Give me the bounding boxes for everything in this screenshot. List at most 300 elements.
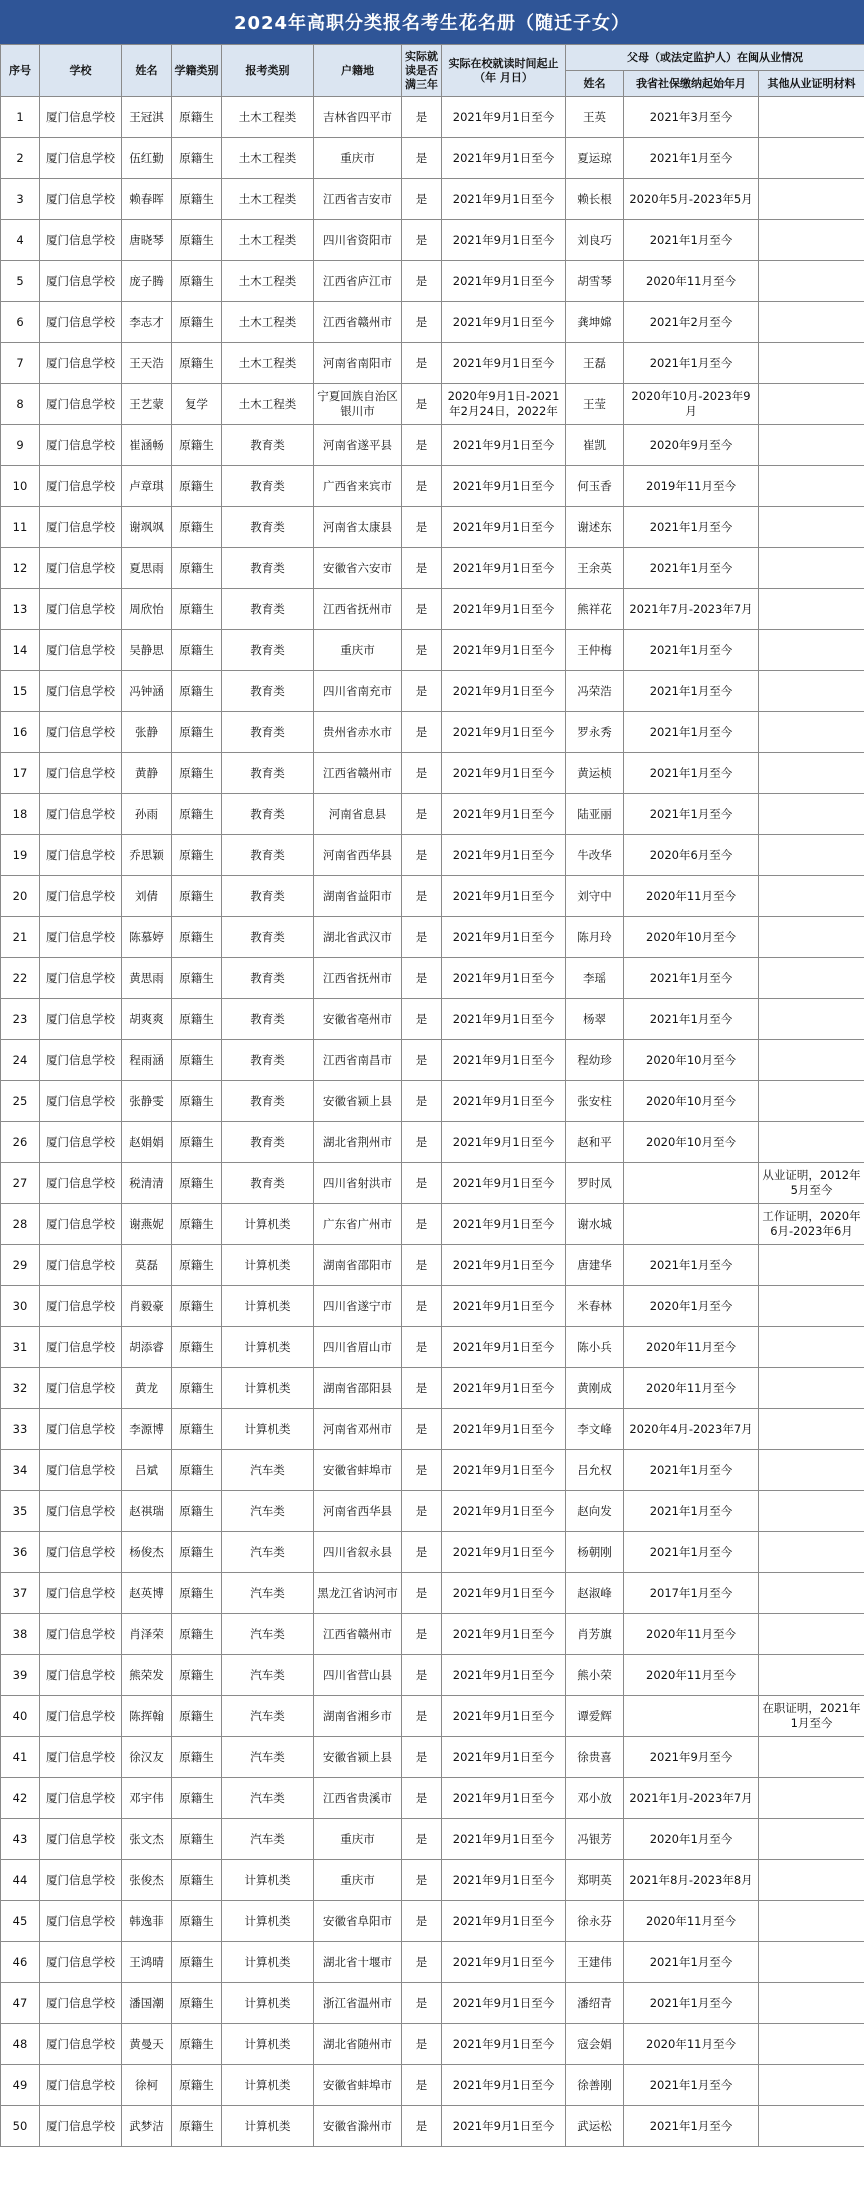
cell-study-time: 2021年9月1日至今 <box>442 1450 566 1491</box>
cell-name: 胡添睿 <box>122 1327 172 1368</box>
table-row <box>1 343 864 384</box>
cell-other-proof <box>759 712 864 753</box>
cell-enroll-type: 原籍生 <box>172 302 222 343</box>
cell-social-security: 2020年1月至今 <box>624 1819 759 1860</box>
cell-enroll-type: 原籍生 <box>172 712 222 753</box>
cell-seq: 4 <box>1 220 40 261</box>
cell-apply-type: 土木工程类 <box>222 384 314 425</box>
cell-hukou: 吉林省四平市 <box>314 97 402 138</box>
cell-hukou: 河南省邓州市 <box>314 1409 402 1450</box>
cell-parent-name: 谢述东 <box>566 507 624 548</box>
cell-three-years: 是 <box>402 999 442 1040</box>
table-row <box>1 1614 864 1655</box>
cell-parent-name: 邓小放 <box>566 1778 624 1819</box>
cell-enroll-type: 原籍生 <box>172 1204 222 1245</box>
table-row <box>1 1245 864 1286</box>
cell-three-years: 是 <box>402 794 442 835</box>
cell-hukou: 安徽省颍上县 <box>314 1081 402 1122</box>
cell-social-security: 2021年1月至今 <box>624 343 759 384</box>
cell-apply-type: 计算机类 <box>222 1860 314 1901</box>
cell-hukou: 江西省赣州市 <box>314 753 402 794</box>
cell-three-years: 是 <box>402 1450 442 1491</box>
cell-school: 厦门信息学校 <box>40 1819 122 1860</box>
cell-social-security: 2021年1月至今 <box>624 712 759 753</box>
cell-other-proof <box>759 835 864 876</box>
table-row <box>1 1737 864 1778</box>
cell-seq: 24 <box>1 1040 40 1081</box>
table-row <box>1 1327 864 1368</box>
cell-name: 赖春晖 <box>122 179 172 220</box>
cell-seq: 2 <box>1 138 40 179</box>
cell-school: 厦门信息学校 <box>40 1655 122 1696</box>
cell-study-time: 2021年9月1日至今 <box>442 589 566 630</box>
cell-name: 张文杰 <box>122 1819 172 1860</box>
cell-seq: 39 <box>1 1655 40 1696</box>
cell-social-security <box>624 1696 759 1737</box>
cell-hukou: 重庆市 <box>314 1819 402 1860</box>
table-row <box>1 1450 864 1491</box>
cell-study-time: 2021年9月1日至今 <box>442 712 566 753</box>
cell-school: 厦门信息学校 <box>40 1368 122 1409</box>
cell-name: 王艺蒙 <box>122 384 172 425</box>
cell-school: 厦门信息学校 <box>40 1901 122 1942</box>
cell-school: 厦门信息学校 <box>40 1983 122 2024</box>
cell-study-time: 2021年9月1日至今 <box>442 97 566 138</box>
cell-hukou: 湖南省益阳市 <box>314 876 402 917</box>
table-row <box>1 1983 864 2024</box>
cell-apply-type: 计算机类 <box>222 2065 314 2106</box>
cell-school: 厦门信息学校 <box>40 1491 122 1532</box>
cell-school: 厦门信息学校 <box>40 1286 122 1327</box>
cell-seq: 38 <box>1 1614 40 1655</box>
cell-school: 厦门信息学校 <box>40 1860 122 1901</box>
cell-three-years: 是 <box>402 712 442 753</box>
cell-three-years: 是 <box>402 958 442 999</box>
cell-other-proof <box>759 548 864 589</box>
cell-apply-type: 汽车类 <box>222 1819 314 1860</box>
cell-enroll-type: 复学 <box>172 384 222 425</box>
table-row <box>1 712 864 753</box>
cell-study-time: 2021年9月1日至今 <box>442 835 566 876</box>
cell-enroll-type: 原籍生 <box>172 794 222 835</box>
cell-hukou: 安徽省阜阳市 <box>314 1901 402 1942</box>
cell-enroll-type: 原籍生 <box>172 753 222 794</box>
cell-three-years: 是 <box>402 1491 442 1532</box>
cell-school: 厦门信息学校 <box>40 2024 122 2065</box>
header-seq: 序号 <box>1 45 40 97</box>
cell-study-time: 2021年9月1日至今 <box>442 1983 566 2024</box>
table-row <box>1 1081 864 1122</box>
header-name: 姓名 <box>122 45 172 97</box>
cell-three-years: 是 <box>402 425 442 466</box>
cell-school: 厦门信息学校 <box>40 2106 122 2147</box>
cell-study-time: 2021年9月1日至今 <box>442 2024 566 2065</box>
cell-hukou: 河南省南阳市 <box>314 343 402 384</box>
cell-seq: 40 <box>1 1696 40 1737</box>
cell-parent-name: 王余英 <box>566 548 624 589</box>
cell-study-time: 2021年9月1日至今 <box>442 753 566 794</box>
cell-school: 厦门信息学校 <box>40 1450 122 1491</box>
table-row <box>1 302 864 343</box>
cell-seq: 19 <box>1 835 40 876</box>
cell-seq: 49 <box>1 2065 40 2106</box>
cell-parent-name: 武运松 <box>566 2106 624 2147</box>
cell-enroll-type: 原籍生 <box>172 1737 222 1778</box>
cell-study-time: 2021年9月1日至今 <box>442 1204 566 1245</box>
cell-social-security: 2021年1月至今 <box>624 671 759 712</box>
cell-hukou: 四川省眉山市 <box>314 1327 402 1368</box>
cell-parent-name: 陈月玲 <box>566 917 624 958</box>
cell-school: 厦门信息学校 <box>40 2065 122 2106</box>
table-row <box>1 1532 864 1573</box>
cell-school: 厦门信息学校 <box>40 425 122 466</box>
cell-hukou: 安徽省亳州市 <box>314 999 402 1040</box>
cell-hukou: 湖北省荆州市 <box>314 1122 402 1163</box>
cell-social-security: 2021年1月至今 <box>624 2106 759 2147</box>
cell-three-years: 是 <box>402 220 442 261</box>
cell-apply-type: 教育类 <box>222 876 314 917</box>
cell-social-security: 2020年11月至今 <box>624 1614 759 1655</box>
cell-enroll-type: 原籍生 <box>172 1286 222 1327</box>
cell-hukou: 江西省南昌市 <box>314 1040 402 1081</box>
cell-seq: 18 <box>1 794 40 835</box>
cell-school: 厦门信息学校 <box>40 138 122 179</box>
cell-study-time: 2021年9月1日至今 <box>442 1860 566 1901</box>
cell-apply-type: 土木工程类 <box>222 302 314 343</box>
cell-name: 张俊杰 <box>122 1860 172 1901</box>
cell-other-proof <box>759 1286 864 1327</box>
cell-social-security: 2020年6月至今 <box>624 835 759 876</box>
cell-hukou: 重庆市 <box>314 138 402 179</box>
cell-seq: 8 <box>1 384 40 425</box>
cell-three-years: 是 <box>402 2065 442 2106</box>
cell-apply-type: 计算机类 <box>222 1286 314 1327</box>
cell-school: 厦门信息学校 <box>40 384 122 425</box>
cell-other-proof <box>759 97 864 138</box>
cell-social-security: 2021年1月至今 <box>624 220 759 261</box>
cell-three-years: 是 <box>402 1368 442 1409</box>
cell-apply-type: 教育类 <box>222 712 314 753</box>
cell-school: 厦门信息学校 <box>40 1737 122 1778</box>
cell-enroll-type: 原籍生 <box>172 97 222 138</box>
cell-other-proof <box>759 425 864 466</box>
cell-social-security: 2021年1月至今 <box>624 999 759 1040</box>
cell-school: 厦门信息学校 <box>40 1163 122 1204</box>
cell-school: 厦门信息学校 <box>40 999 122 1040</box>
cell-other-proof <box>759 179 864 220</box>
cell-social-security: 2021年2月至今 <box>624 302 759 343</box>
cell-other-proof <box>759 1901 864 1942</box>
cell-study-time: 2021年9月1日至今 <box>442 1819 566 1860</box>
table-row <box>1 1286 864 1327</box>
cell-seq: 31 <box>1 1327 40 1368</box>
cell-social-security: 2020年10月至今 <box>624 1122 759 1163</box>
cell-apply-type: 计算机类 <box>222 1245 314 1286</box>
cell-name: 陈挥翰 <box>122 1696 172 1737</box>
cell-name: 潘国潮 <box>122 1983 172 2024</box>
table-row <box>1 1778 864 1819</box>
cell-enroll-type: 原籍生 <box>172 1532 222 1573</box>
cell-name: 胡爽爽 <box>122 999 172 1040</box>
cell-name: 武梦洁 <box>122 2106 172 2147</box>
cell-parent-name: 张安柱 <box>566 1081 624 1122</box>
cell-three-years: 是 <box>402 261 442 302</box>
table-row <box>1 548 864 589</box>
cell-hukou: 安徽省颍上县 <box>314 1737 402 1778</box>
cell-study-time: 2021年9月1日至今 <box>442 466 566 507</box>
cell-seq: 21 <box>1 917 40 958</box>
cell-hukou: 广东省广州市 <box>314 1204 402 1245</box>
cell-apply-type: 计算机类 <box>222 1368 314 1409</box>
cell-study-time: 2020年9月1日-2021年2月24日，2022年 <box>442 384 566 425</box>
cell-apply-type: 汽车类 <box>222 1491 314 1532</box>
cell-other-proof <box>759 1778 864 1819</box>
cell-study-time: 2021年9月1日至今 <box>442 1327 566 1368</box>
header-hukou: 户籍地 <box>314 45 402 97</box>
cell-school: 厦门信息学校 <box>40 548 122 589</box>
table-row <box>1 958 864 999</box>
cell-social-security: 2021年3月至今 <box>624 97 759 138</box>
cell-hukou: 湖南省邵阳市 <box>314 1245 402 1286</box>
cell-name: 徐汉友 <box>122 1737 172 1778</box>
cell-school: 厦门信息学校 <box>40 712 122 753</box>
cell-other-proof <box>759 1245 864 1286</box>
cell-hukou: 江西省吉安市 <box>314 179 402 220</box>
cell-other-proof <box>759 589 864 630</box>
cell-three-years: 是 <box>402 630 442 671</box>
cell-enroll-type: 原籍生 <box>172 999 222 1040</box>
cell-enroll-type: 原籍生 <box>172 1778 222 1819</box>
cell-parent-name: 王建伟 <box>566 1942 624 1983</box>
cell-social-security: 2021年1月至今 <box>624 958 759 999</box>
cell-apply-type: 教育类 <box>222 835 314 876</box>
cell-study-time: 2021年9月1日至今 <box>442 2106 566 2147</box>
cell-three-years: 是 <box>402 1245 442 1286</box>
cell-name: 李源博 <box>122 1409 172 1450</box>
cell-hukou: 湖南省湘乡市 <box>314 1696 402 1737</box>
cell-social-security: 2021年9月至今 <box>624 1737 759 1778</box>
cell-three-years: 是 <box>402 343 442 384</box>
cell-social-security: 2021年7月-2023年7月 <box>624 589 759 630</box>
cell-social-security: 2021年1月至今 <box>624 1245 759 1286</box>
cell-study-time: 2021年9月1日至今 <box>442 1614 566 1655</box>
cell-three-years: 是 <box>402 507 442 548</box>
cell-seq: 17 <box>1 753 40 794</box>
cell-social-security: 2020年11月至今 <box>624 2024 759 2065</box>
header-school: 学校 <box>40 45 122 97</box>
cell-enroll-type: 原籍生 <box>172 466 222 507</box>
cell-school: 厦门信息学校 <box>40 876 122 917</box>
cell-name: 张静雯 <box>122 1081 172 1122</box>
cell-three-years: 是 <box>402 1983 442 2024</box>
cell-study-time: 2021年9月1日至今 <box>442 630 566 671</box>
cell-parent-name: 牛改华 <box>566 835 624 876</box>
cell-social-security: 2021年1月至今 <box>624 630 759 671</box>
cell-parent-name: 罗永秀 <box>566 712 624 753</box>
cell-hukou: 四川省射洪市 <box>314 1163 402 1204</box>
cell-study-time: 2021年9月1日至今 <box>442 1573 566 1614</box>
cell-enroll-type: 原籍生 <box>172 1163 222 1204</box>
cell-study-time: 2021年9月1日至今 <box>442 958 566 999</box>
cell-three-years: 是 <box>402 2106 442 2147</box>
cell-apply-type: 教育类 <box>222 425 314 466</box>
cell-social-security: 2020年9月至今 <box>624 425 759 466</box>
cell-other-proof: 从业证明，2012年5月至今 <box>759 1163 864 1204</box>
table-row <box>1 794 864 835</box>
cell-name: 王鸿晴 <box>122 1942 172 1983</box>
cell-three-years: 是 <box>402 876 442 917</box>
cell-three-years: 是 <box>402 138 442 179</box>
table-row <box>1 1860 864 1901</box>
cell-enroll-type: 原籍生 <box>172 1696 222 1737</box>
cell-enroll-type: 原籍生 <box>172 1245 222 1286</box>
cell-seq: 29 <box>1 1245 40 1286</box>
cell-other-proof <box>759 999 864 1040</box>
cell-seq: 1 <box>1 97 40 138</box>
cell-school: 厦门信息学校 <box>40 835 122 876</box>
cell-enroll-type: 原籍生 <box>172 671 222 712</box>
cell-parent-name: 米春林 <box>566 1286 624 1327</box>
cell-three-years: 是 <box>402 1819 442 1860</box>
cell-name: 崔涵畅 <box>122 425 172 466</box>
table-row <box>1 671 864 712</box>
cell-other-proof <box>759 138 864 179</box>
cell-study-time: 2021年9月1日至今 <box>442 1696 566 1737</box>
cell-social-security: 2020年11月至今 <box>624 1901 759 1942</box>
cell-study-time: 2021年9月1日至今 <box>442 548 566 589</box>
cell-apply-type: 教育类 <box>222 548 314 589</box>
cell-study-time: 2021年9月1日至今 <box>442 1122 566 1163</box>
cell-study-time: 2021年9月1日至今 <box>442 794 566 835</box>
cell-enroll-type: 原籍生 <box>172 1901 222 1942</box>
header-parent-group: 父母（或法定监护人）在闽从业情况 <box>566 45 864 71</box>
cell-apply-type: 计算机类 <box>222 1942 314 1983</box>
cell-other-proof <box>759 1655 864 1696</box>
cell-apply-type: 教育类 <box>222 1081 314 1122</box>
cell-name: 吴静思 <box>122 630 172 671</box>
cell-other-proof <box>759 1327 864 1368</box>
cell-school: 厦门信息学校 <box>40 302 122 343</box>
cell-school: 厦门信息学校 <box>40 1081 122 1122</box>
cell-social-security: 2021年1月至今 <box>624 2065 759 2106</box>
cell-hukou: 河南省太康县 <box>314 507 402 548</box>
cell-other-proof <box>759 302 864 343</box>
table-row <box>1 384 864 425</box>
cell-three-years: 是 <box>402 1286 442 1327</box>
cell-enroll-type: 原籍生 <box>172 1081 222 1122</box>
cell-seq: 50 <box>1 2106 40 2147</box>
cell-three-years: 是 <box>402 1573 442 1614</box>
cell-school: 厦门信息学校 <box>40 1204 122 1245</box>
cell-other-proof <box>759 1737 864 1778</box>
cell-name: 唐晓琴 <box>122 220 172 261</box>
cell-school: 厦门信息学校 <box>40 1696 122 1737</box>
cell-enroll-type: 原籍生 <box>172 2106 222 2147</box>
cell-apply-type: 土木工程类 <box>222 220 314 261</box>
cell-name: 税清清 <box>122 1163 172 1204</box>
cell-name: 程雨涵 <box>122 1040 172 1081</box>
cell-study-time: 2021年9月1日至今 <box>442 1778 566 1819</box>
cell-school: 厦门信息学校 <box>40 1532 122 1573</box>
cell-three-years: 是 <box>402 589 442 630</box>
cell-enroll-type: 原籍生 <box>172 835 222 876</box>
cell-hukou: 广西省来宾市 <box>314 466 402 507</box>
cell-hukou: 贵州省赤水市 <box>314 712 402 753</box>
cell-hukou: 河南省西华县 <box>314 835 402 876</box>
cell-name: 庞子腾 <box>122 261 172 302</box>
cell-study-time: 2021年9月1日至今 <box>442 302 566 343</box>
cell-parent-name: 谭爱辉 <box>566 1696 624 1737</box>
table-row <box>1 261 864 302</box>
cell-seq: 34 <box>1 1450 40 1491</box>
cell-other-proof <box>759 2065 864 2106</box>
cell-hukou: 湖北省武汉市 <box>314 917 402 958</box>
cell-study-time: 2021年9月1日至今 <box>442 1040 566 1081</box>
cell-parent-name: 陈小兵 <box>566 1327 624 1368</box>
cell-social-security: 2020年10月-2023年9月 <box>624 384 759 425</box>
cell-school: 厦门信息学校 <box>40 917 122 958</box>
cell-other-proof <box>759 466 864 507</box>
cell-name: 伍红勤 <box>122 138 172 179</box>
cell-other-proof <box>759 1573 864 1614</box>
cell-seq: 48 <box>1 2024 40 2065</box>
cell-seq: 3 <box>1 179 40 220</box>
table-row <box>1 630 864 671</box>
cell-enroll-type: 原籍生 <box>172 1409 222 1450</box>
cell-name: 肖泽荣 <box>122 1614 172 1655</box>
cell-school: 厦门信息学校 <box>40 1327 122 1368</box>
cell-parent-name: 崔凯 <box>566 425 624 466</box>
cell-seq: 11 <box>1 507 40 548</box>
cell-school: 厦门信息学校 <box>40 1122 122 1163</box>
cell-social-security: 2021年1月至今 <box>624 1450 759 1491</box>
cell-seq: 37 <box>1 1573 40 1614</box>
cell-parent-name: 李瑶 <box>566 958 624 999</box>
cell-seq: 44 <box>1 1860 40 1901</box>
cell-three-years: 是 <box>402 1327 442 1368</box>
cell-hukou: 湖北省十堰市 <box>314 1942 402 1983</box>
roster-body <box>1 97 864 2147</box>
cell-social-security: 2021年1月至今 <box>624 1532 759 1573</box>
cell-school: 厦门信息学校 <box>40 794 122 835</box>
cell-hukou: 湖北省随州市 <box>314 2024 402 2065</box>
cell-other-proof <box>759 630 864 671</box>
cell-enroll-type: 原籍生 <box>172 876 222 917</box>
cell-enroll-type: 原籍生 <box>172 1327 222 1368</box>
cell-name: 乔思颖 <box>122 835 172 876</box>
table-row <box>1 2065 864 2106</box>
cell-school: 厦门信息学校 <box>40 1942 122 1983</box>
cell-parent-name: 李文峰 <box>566 1409 624 1450</box>
cell-social-security: 2021年1月至今 <box>624 753 759 794</box>
cell-enroll-type: 原籍生 <box>172 1491 222 1532</box>
cell-parent-name: 王莹 <box>566 384 624 425</box>
cell-parent-name: 冯荣浩 <box>566 671 624 712</box>
cell-seq: 14 <box>1 630 40 671</box>
cell-seq: 7 <box>1 343 40 384</box>
cell-other-proof <box>759 876 864 917</box>
cell-seq: 32 <box>1 1368 40 1409</box>
cell-school: 厦门信息学校 <box>40 958 122 999</box>
cell-social-security: 2020年11月至今 <box>624 1368 759 1409</box>
cell-enroll-type: 原籍生 <box>172 1942 222 1983</box>
cell-hukou: 安徽省蚌埠市 <box>314 2065 402 2106</box>
cell-apply-type: 教育类 <box>222 507 314 548</box>
cell-study-time: 2021年9月1日至今 <box>442 138 566 179</box>
cell-other-proof <box>759 507 864 548</box>
cell-seq: 46 <box>1 1942 40 1983</box>
cell-seq: 9 <box>1 425 40 466</box>
